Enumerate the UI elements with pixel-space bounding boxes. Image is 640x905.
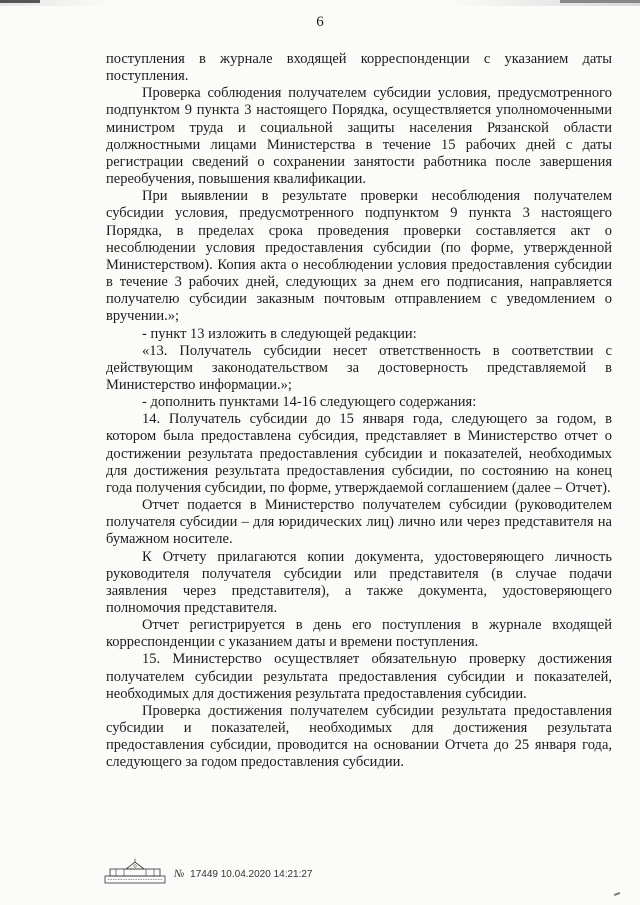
paragraph: Отчет регистрируется в день его поступления в журнале входящей корреспонденции с указанием даты и времени поступления. [106, 617, 612, 651]
paragraph: Проверка соблюдения получателем субсидии условия, предусмотренного подпунктом 9 пункта 3 настоящего Порядка, осуществляется уполномоченными министром труда и социальной защиты населения Рязанской области должностными лицами Министерства в течение 15 рабочих дней с даты регистрации сведений о сохранении занятости работника после завершения переобучения, повышения квалификации. [106, 85, 612, 188]
paragraph: 14. Получатель субсидии до 15 января года, следующего за годом, в котором была предоставлена субсидия, представляет в Министерство отчет о достижении результата предоставления субсидии и показателей, необходимых для достижения результата предоставления субсидии, по состоянию на конец года получения субсидии, по форме, утверждаемой соглашением (далее – Отчет). [106, 411, 612, 496]
registration-stamp [174, 868, 313, 884]
paragraph: «13. Получатель субсидии несет ответственность в соответствии с действующим законодательством за достоверность представляемой в Министерство информации.»; [106, 342, 612, 393]
page-number: 6 [316, 14, 324, 30]
building-emblem-icon [104, 858, 166, 884]
paragraph: При выявлении в результате проверки несоблюдения получателем субсидии условия, предусмотренного подпунктом 9 пункта 3 настоящего Порядка, в пределах срока проведения проверки составляется акт о несоблюдении условия предоставления субсидии (по форме, утвержденной Министерством). Копия акта о несоблюдении условия предоставления субсидии в течение 3 рабочих дней, следующих за днем его подписания, направляется получателю субсидии заказным почтовым отправлением с уведомлением о вручении.»; [106, 188, 612, 325]
registration-footer [104, 858, 313, 884]
paragraph: - дополнить пунктами 14-16 следующего содержания: [142, 394, 477, 411]
scan-artifact [614, 892, 620, 896]
scan-artifact [0, 0, 40, 3]
scan-edge [0, 0, 640, 6]
paragraph: Отчет подается в Министерство получателем субсидии (руководителем получателя субсидии – для юридических лиц) лично или через представителя на бумажном носителе. [106, 497, 612, 548]
number-sign: № [174, 868, 185, 880]
scan-artifact [560, 0, 640, 3]
paragraph: К Отчету прилагаются копии документа, удостоверяющего личность руководителя получателя субсидии или представителя (в случае подачи заявления через представителя), а также документа, удостоверяющего полномочия представителя. [106, 548, 612, 616]
paragraph: 15. Министерство осуществляет обязательную проверку достижения получателем субсидии результата предоставления субсидии и показателей, необходимых для достижения результата предоставления субсидии. [106, 651, 612, 702]
document-body [106, 51, 612, 772]
paragraph: - пункт 13 изложить в следующей редакции: [142, 325, 417, 342]
paragraph: Проверка достижения получателем субсидии результата предоставления субсидии и показателей, необходимых для достижения результата предоставления субсидии, проводится на основании Отчета до 25 января года, следующего за годом предоставления субсидии. [106, 702, 612, 771]
registration-number-datetime: 17449 10.04.2020 14:21:27 [190, 869, 313, 880]
paragraph: поступления в журнале входящей корреспонденции с указанием даты поступления. [106, 51, 612, 85]
